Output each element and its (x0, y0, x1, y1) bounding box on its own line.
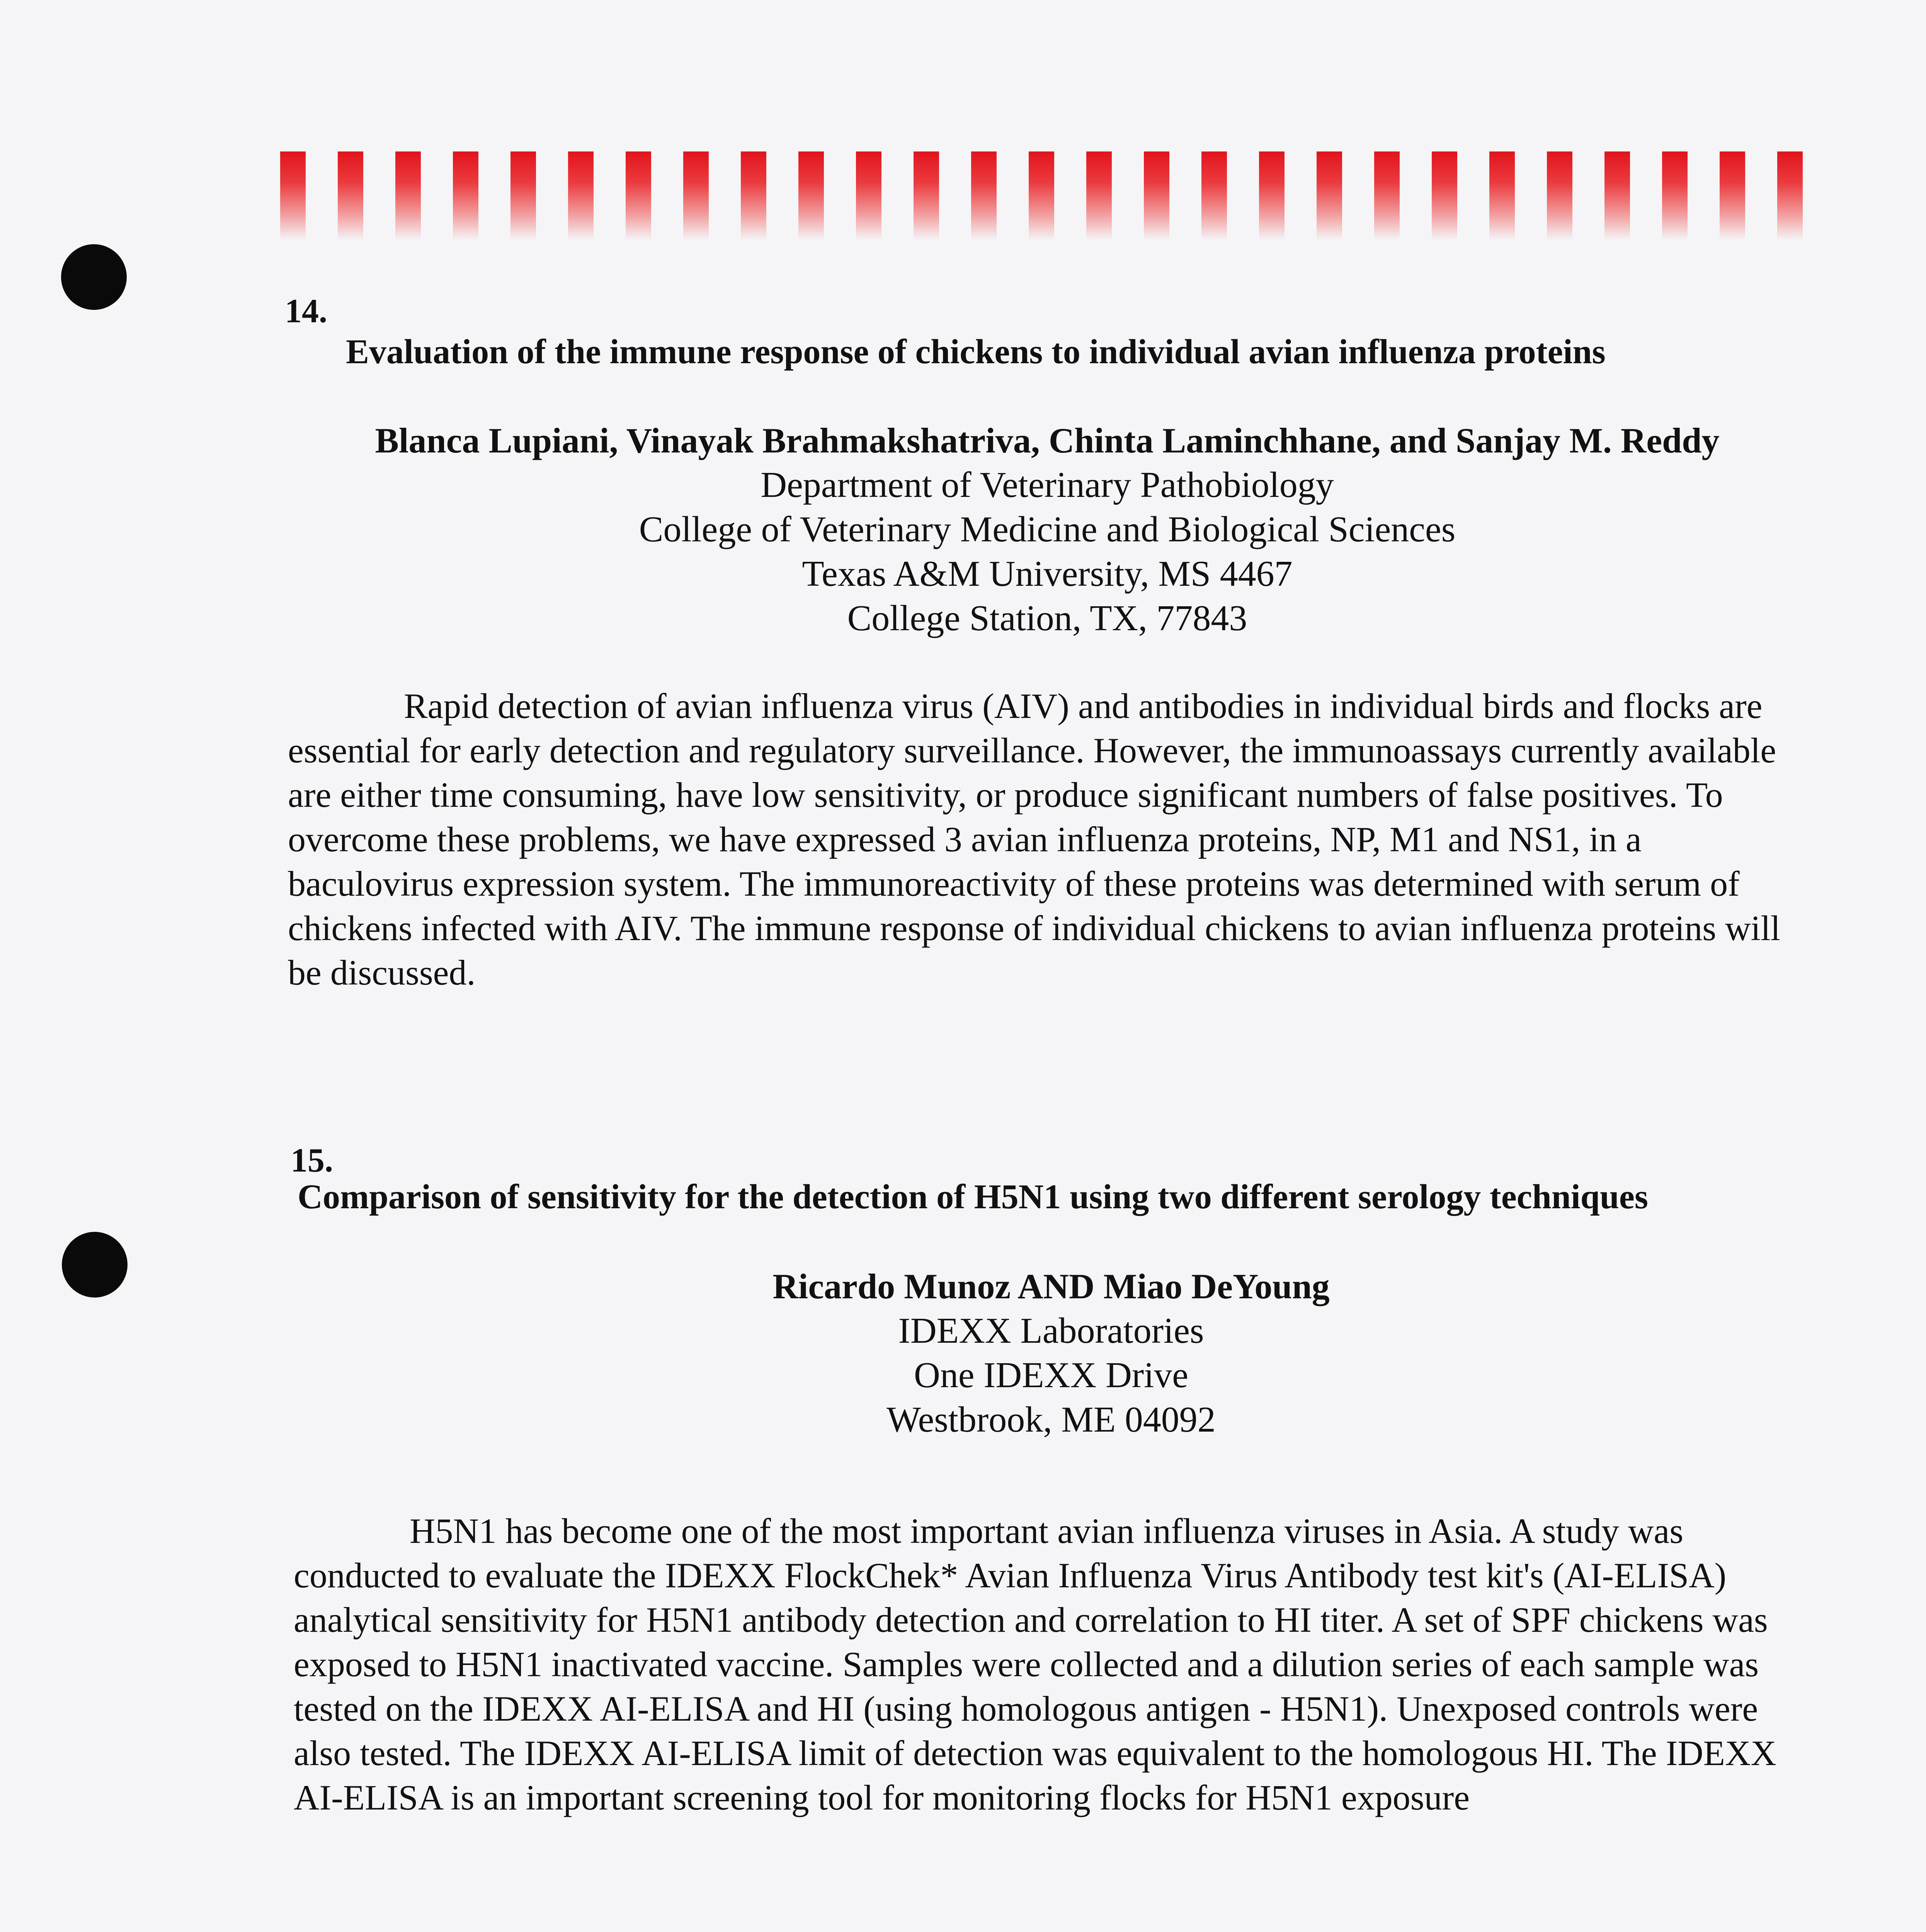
abstract-header-block (587, 1264, 1515, 1442)
banner-bar (1086, 151, 1112, 240)
banner-bar (741, 151, 766, 240)
banner-bar (1144, 151, 1169, 240)
banner-bar (1374, 151, 1400, 240)
affiliation-line: One IDEXX Drive (914, 1355, 1188, 1395)
abstract-number: 15. (291, 1142, 333, 1179)
banner-bar (971, 151, 997, 240)
banner-bar (1317, 151, 1342, 240)
affiliation-line: IDEXX Laboratories (898, 1311, 1204, 1351)
abstract-header-block (271, 418, 1824, 641)
banner-bar (1201, 151, 1227, 240)
banner-bar (683, 151, 709, 240)
banner-bar (1662, 151, 1688, 240)
abstract-title: Evaluation of the immune response of chickens to individual avian influenza proteins (346, 333, 1606, 371)
abstract-number: 14. (285, 293, 327, 330)
abstract-body (288, 684, 1787, 995)
banner-bar (798, 151, 824, 240)
banner-bar (626, 151, 651, 240)
banner-bar (280, 151, 306, 240)
banner-bar (1547, 151, 1572, 240)
abstract-paragraph: Rapid detection of avian influenza virus (AIV) and antibodies in individual birds and flocks are essential for early detection and regulatory surveillance. However, the immunoassays currently available are either time consuming, have low sensitivity, or produce significant numbers of false positives. To overcome these problems, we have expressed 3 avian influenza proteins, NP, M1 and NS1, in a baculovirus expression system. The immunoreactivity of these proteins was determined with serum of chickens infected with AIV. The immune response of individual chickens to avian influenza proteins will be discussed. (288, 686, 1781, 992)
decorative-red-banner (280, 151, 1822, 240)
banner-bar (1489, 151, 1515, 240)
binder-hole (62, 1232, 128, 1298)
affiliation-line: Westbrook, ME 04092 (886, 1400, 1216, 1440)
abstract-authors: Blanca Lupiani, Vinayak Brahmakshatriva, Chinta Laminchhane, and Sanjay M. Reddy (375, 421, 1720, 460)
abstract-paragraph: H5N1 has become one of the most important avian influenza viruses in Asia. A study was conducted to evaluate the IDEXX FlockChek* Avian Influenza Virus Antibody test kit's (AI-ELISA) analytical sensitivity for H5N1 antibody detection and correlation to HI titer. A set of SPF chickens was exposed to H5N1 inactivated vaccine. Samples were collected and a dilution series of each sample was tested on the IDEXX AI-ELISA and HI (using homologous antigen - H5N1). Unexposed controls were also tested. The IDEXX AI-ELISA limit of detection was equivalent to the homologous HI. The IDEXX AI-ELISA is an important screening tool for monitoring flocks for H5N1 exposure (294, 1511, 1776, 1817)
banner-bar (568, 151, 594, 240)
banner-bar (856, 151, 881, 240)
affiliation-line: College of Veterinary Medicine and Biological Sciences (639, 509, 1456, 549)
abstract-title: Comparison of sensitivity for the detection of H5N1 using two different serology techniques (298, 1178, 1648, 1216)
banner-bar (1777, 151, 1803, 240)
banner-bar (395, 151, 421, 240)
banner-bar (1432, 151, 1457, 240)
banner-bar (1029, 151, 1054, 240)
banner-bar (453, 151, 478, 240)
banner-bar (1720, 151, 1745, 240)
abstract-body (294, 1509, 1801, 1820)
banner-bar (914, 151, 939, 240)
banner-bar (338, 151, 363, 240)
abstract-authors: Ricardo Munoz AND Miao DeYoung (772, 1267, 1330, 1306)
affiliation-line: College Station, TX, 77843 (847, 598, 1247, 638)
binder-hole (61, 244, 127, 310)
banner-bar (1604, 151, 1630, 240)
banner-bar (510, 151, 536, 240)
affiliation-line: Texas A&M University, MS 4467 (802, 554, 1293, 594)
affiliation-line: Department of Veterinary Pathobiology (761, 465, 1334, 505)
banner-bar (1259, 151, 1285, 240)
